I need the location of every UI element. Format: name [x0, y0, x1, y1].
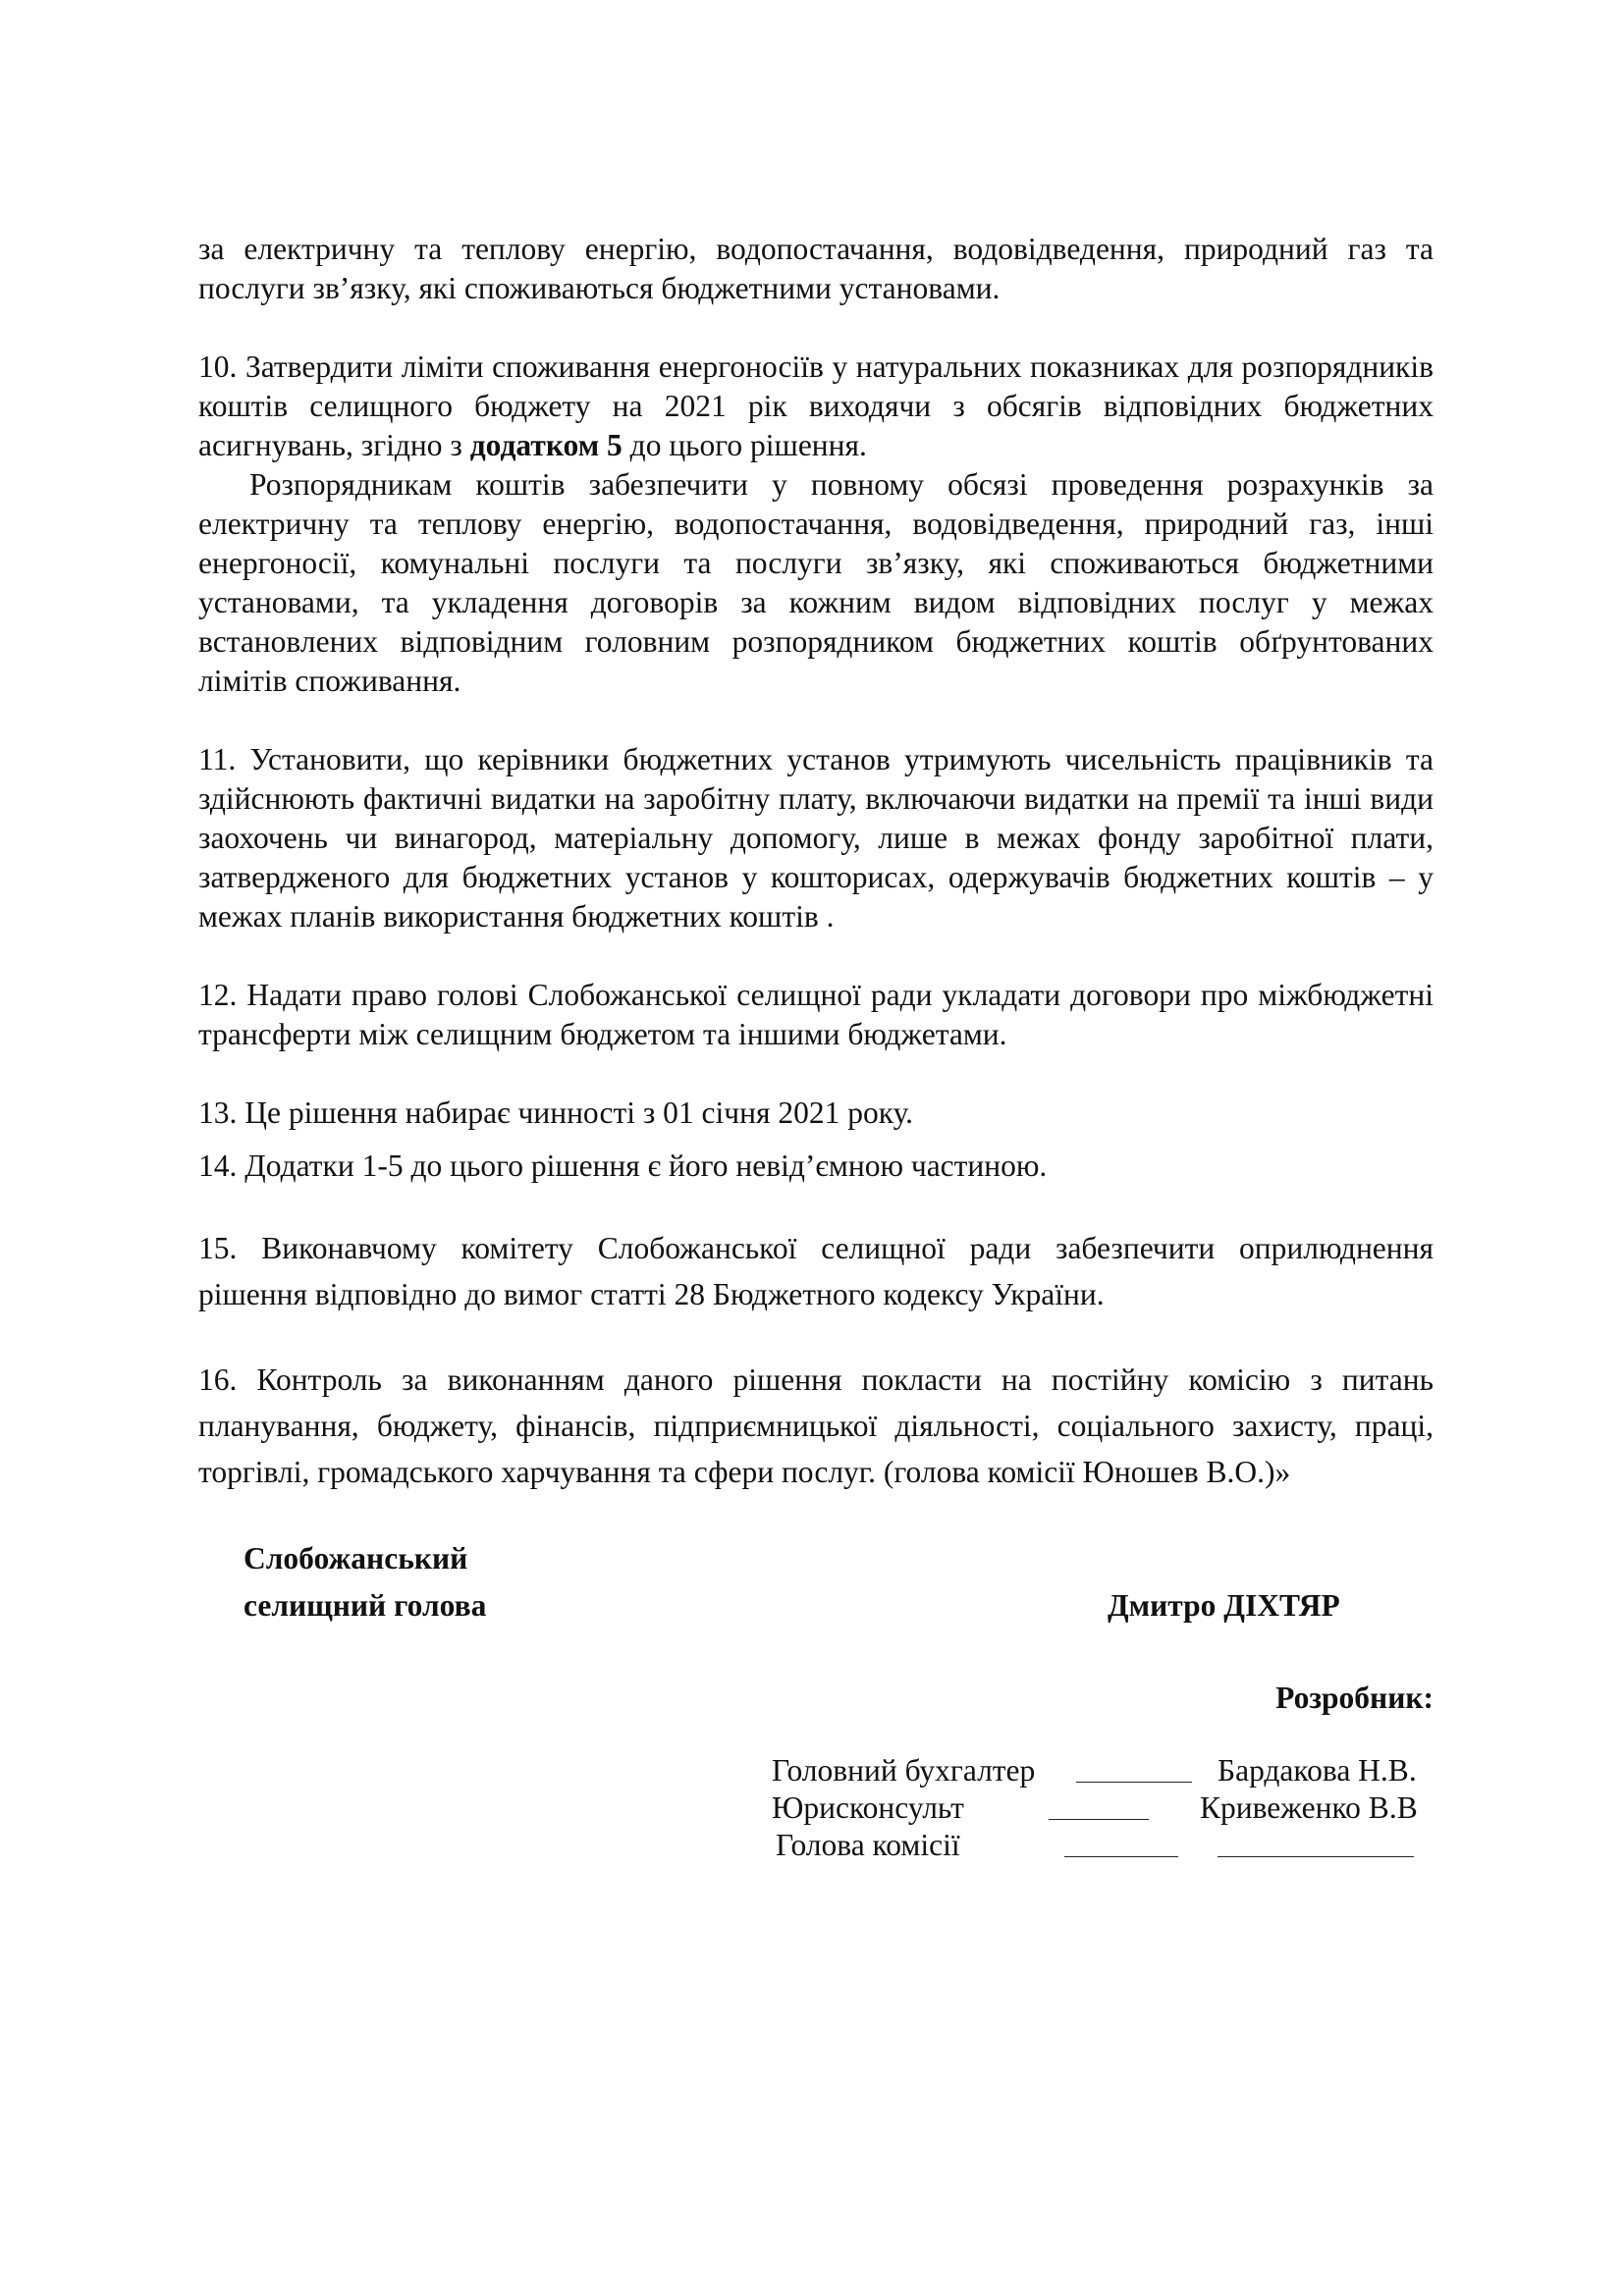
document-body — [198, 230, 1434, 1495]
paragraph-16: 16. Контроль за виконанням даного рішення покласти на постійну комісію з питань планування, бюджету, фінансів, підприємницької діяльності, соціального захисту, праці, торгівлі, громадського харчування та сфери послуг. (голова комісії Юношев В.О.)» — [198, 1362, 1434, 1489]
approval-row-chief-accountant — [772, 1752, 1439, 1789]
signature-line — [1049, 1819, 1149, 1820]
approval-title: Юрисконсульт — [772, 1790, 964, 1825]
paragraph-10-tail: до цього рішення. — [622, 428, 867, 462]
paragraph-10 — [198, 347, 1434, 465]
approval-row-legal-counsel — [772, 1789, 1439, 1827]
paragraph-11: 11. Установити, що керівники бюджетних установ утримують чисельність працівників та здійснюють фактичні видатки на заробітну плату, включаючи видатки на премії та інші види заохочень чи винагород, матеріальну допомогу, лише в межах фонду заробітної плати, затвердженого для бюджетних установ у кошторисах, одержувачів бюджетних коштів – у межах планів використання бюджетних коштів . — [198, 742, 1434, 934]
name-line — [1218, 1856, 1414, 1857]
approval-person: Бардакова Н.В. — [1218, 1753, 1417, 1788]
approval-block — [772, 1752, 1439, 1864]
approval-person: Кривеженко В.В — [1200, 1790, 1418, 1825]
paragraph-15: 15. Виконавчому комітету Слобожанської селищної ради забезпечити оприлюднення рішення відповідно до вимог статті 28 Бюджетного кодексу України. — [198, 1231, 1434, 1311]
approval-title: Голова комісії — [776, 1828, 960, 1862]
paragraph-14: 14. Додатки 1-5 до цього рішення є його невід’ємною частиною. — [198, 1148, 1048, 1183]
paragraph-continuation: за електричну та теплову енергію, водопостачання, водовідведення, природний газ та послуги зв’язку, які споживаються бюджетними установами. — [198, 232, 1434, 305]
signature-line — [1076, 1782, 1192, 1783]
signature-line — [1064, 1856, 1178, 1857]
paragraph-10-text: 10. Затвердити ліміти споживання енергоносіїв у натуральних показниках для розпорядників коштів селищного бюджету на 2021 рік виходячи з обсягів відповідних бюджетних асигнувань, згідно з — [198, 349, 1434, 462]
developer-heading: Розробник: — [1275, 1681, 1434, 1715]
signature-role-line2: селищний голова — [244, 1588, 487, 1623]
paragraph-10-bold: додатком 5 — [469, 428, 623, 462]
paragraph-12: 12. Надати право голові Слобожанської селищної ради укладати договори про міжбюджетні трансферти між селищним бюджетом та іншими бюджетами. — [198, 978, 1434, 1051]
signature-role — [244, 1535, 486, 1629]
signature-role-line1: Слобожанський — [244, 1541, 468, 1575]
signer-name: Дмитро ДІХТЯР — [1108, 1588, 1340, 1623]
paragraph-10-second: Розпорядникам коштів забезпечити у повному обсязі проведення розрахунків за електричну та теплову енергію, водопостачання, водовідведення, природний газ, інші енергоносії, комунальні послуги та послуги зв’язку, які споживаються бюджетними установами, та укладення договорів за кожним видом відповідних послуг у межах встановлених відповідним головним розпорядником бюджетних коштів обґрунтованих лімітів споживання. — [198, 467, 1434, 698]
approval-title: Головний бухгалтер — [772, 1753, 1036, 1788]
paragraph-13: 13. Це рішення набирає чинності з 01 січня 2021 року. — [198, 1095, 914, 1130]
approval-row-committee-head — [772, 1827, 1439, 1864]
